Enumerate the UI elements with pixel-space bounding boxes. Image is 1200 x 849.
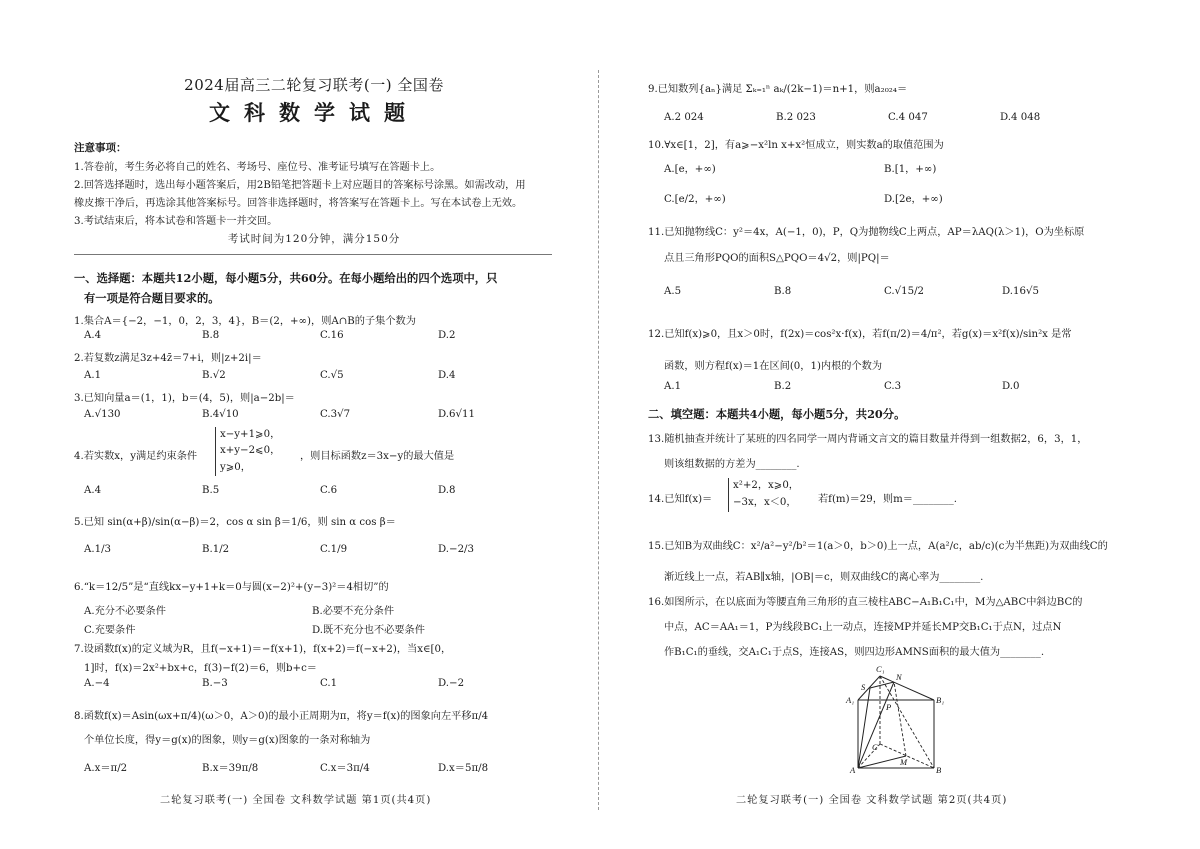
options-7 (84, 678, 464, 689)
option: C.16 (320, 330, 344, 341)
exam-time: 考试时间为120分钟，满分150分 (227, 233, 401, 245)
label-b1: B₁ (936, 695, 945, 705)
option: B.必要不充分条件 (312, 606, 395, 617)
option: C.4 047 (888, 112, 928, 123)
option: D.−2 (438, 678, 465, 689)
question-11: 11.已知抛物线C：y²＝4x，A(−1，0)，P，Q为抛物线C上两点，AP＝λAQ(λ＞1)，O为坐标原 (648, 227, 1085, 238)
option: B.x＝39π/8 (202, 763, 259, 774)
option: D.2 (438, 330, 456, 341)
question-9: 9.已知数列{aₙ}满足 Σₖ₌₁ⁿ aₖ/(2k−1)＝n+1，则a₂₀₂₄＝ (648, 84, 908, 95)
option: B.2 023 (776, 112, 816, 123)
question-14-cont: 若f(m)＝29，则m＝________. (818, 494, 957, 505)
exam-title: 2024届高三二轮复习联考(一) 全国卷 (184, 76, 444, 94)
question-13: 13.随机抽查并统计了某班的四名同学一周内背诵文言文的篇目数量并得到一组数据2，6，3，1， (648, 434, 1088, 445)
question-4: 4.若实数x，y满足约束条件 (74, 451, 198, 462)
segment-mn (894, 682, 906, 756)
option: B.8 (202, 330, 220, 341)
label-c: C (872, 742, 878, 752)
question-16-cont: 中点，AC＝AA₁＝1，P为线段BC₁上一动点，连接MP并延长MP交B₁C₁于点N，过点N (664, 622, 1062, 633)
notice-item: 1.答卷前，考生务必将自己的姓名、考场号、座位号、准考证号填写在答题卡上。 (74, 162, 441, 173)
option: D.4 048 (1000, 112, 1041, 123)
option: A.x＝π/2 (84, 763, 128, 774)
options-5 (84, 544, 474, 555)
question-11-cont: 点且三角形PQO的面积S△PQO＝4√2，则|PQ|＝ (664, 253, 890, 264)
notice-item: 2.回答选择题时，选出每小题答案后，用2B铅笔把答题卡上对应题目的答案标号涂黑。如需改动，用 (74, 180, 526, 191)
options-3 (84, 409, 475, 420)
section-heading: 一、选择题：本题共12小题，每小题5分，共60分。在每小题给出的四个选项中，只 (74, 271, 498, 285)
option: D.8 (438, 485, 456, 496)
segment-an (858, 682, 894, 768)
option: C.充要条件 (84, 625, 136, 636)
option: D.6√11 (438, 409, 475, 420)
question-2: 2.若复数z满足3z+4z̄＝7+i，则|z+2i|＝ (74, 353, 262, 364)
options-6 (84, 602, 394, 617)
option: D.16√5 (1002, 286, 1039, 297)
piecewise-system: x²+2，x⩾0， −3x，x＜0， (728, 478, 799, 512)
header-rule (74, 254, 552, 255)
prism-figure (842, 660, 952, 775)
question-12-cont: 函数，则方程f(x)＝1在区间(0，1)内根的个数为 (664, 361, 883, 372)
option: A.2 024 (664, 112, 704, 123)
option: D.−2/3 (438, 544, 474, 555)
options-10-row2 (664, 190, 943, 205)
question-16: 16.如图所示，在以底面为等腰直角三角形的直三棱柱ABC−A₁B₁C₁中，M为△ABC中斜边BC的 (648, 597, 1083, 608)
option: C.1/9 (320, 544, 348, 555)
options-12 (664, 381, 1020, 392)
option: D.既不充分也不必要条件 (312, 625, 425, 636)
option: A.4 (84, 330, 102, 341)
label-a1: A₁ (846, 695, 855, 705)
option: A.1 (664, 381, 682, 392)
option: D.0 (1002, 381, 1020, 392)
page-footer-right: 二轮复习联考(一) 全国卷 文科数学试题 第2页(共4页) (736, 795, 1008, 806)
option: B.[1，+∞) (884, 164, 937, 175)
options-2 (84, 370, 456, 381)
option: A.充分不必要条件 (84, 606, 166, 617)
option: D.4 (438, 370, 456, 381)
option: A.4 (84, 485, 102, 496)
label-m: M (900, 757, 908, 767)
question-14: 14.已知f(x)＝ (648, 494, 713, 505)
option: B.1/2 (202, 544, 230, 555)
option: C.3 (884, 381, 902, 392)
question-1: 1.集合A＝{−2，−1，0，2，3，4}，B＝(2，+∞)，则A∩B的子集个数为 (74, 316, 416, 327)
exam-subject-title: 文科数学试题 (209, 100, 419, 125)
label-s: S (861, 682, 866, 692)
page-footer-left: 二轮复习联考(一) 全国卷 文科数学试题 第1页(共4页) (160, 795, 432, 806)
question-15-cont: 渐近线上一点，若AB∥x轴，|OB|＝c，则双曲线C的离心率为________. (664, 572, 984, 583)
label-p: P (886, 702, 892, 712)
option: C.√15/2 (884, 286, 925, 297)
segment-am (858, 756, 906, 768)
question-15: 15.已知B为双曲线C：x²/a²−y²/b²＝1(a＞0，b＞0)上一点，A(a²/c，ab/c)(c为半焦距)为双曲线C的 (648, 541, 1108, 552)
options-1 (84, 330, 456, 341)
option: C.√5 (320, 370, 344, 381)
question-12: 12.已知f(x)⩾0，且x＞0时，f(2x)＝cos²x·f(x)，若f(π/2)＝4/π²，若g(x)＝x²f(x)/sin²x 是常 (648, 329, 1072, 340)
question-8: 8.函数f(x)＝Asin(ωx+π/4)(ω＞0，A＞0)的最小正周期为π，将y＝f(x)的图象向左平移π/4 (74, 711, 489, 722)
options-4 (84, 485, 456, 496)
question-16-cont2: 作B₁C₁的垂线，交A₁C₁于点S，连接AS，则四边形AMNS面积的最大值为________. (664, 647, 1045, 658)
option: C.[e/2，+∞) (664, 194, 726, 205)
option: A.1 (84, 370, 102, 381)
option: B.2 (774, 381, 792, 392)
notice-item: 3.考试结束后，将本试卷和答题卡一并交回。 (74, 216, 278, 227)
option: B.−3 (202, 678, 228, 689)
question-10: 10.∀x∈[1，2]，有a⩾−x²ln x+x²恒成立，则实数a的取值范围为 (648, 140, 944, 151)
option: C.3√7 (320, 409, 351, 420)
option: B.8 (774, 286, 792, 297)
option: C.6 (320, 485, 338, 496)
label-b: B (936, 765, 942, 775)
option: B.√2 (202, 370, 226, 381)
label-a: A (850, 765, 856, 775)
option: A.√130 (84, 409, 121, 420)
question-4-cont: ，则目标函数z＝3x−y的最大值是 (300, 451, 455, 462)
option: A.1/3 (84, 544, 111, 555)
question-8-cont: 个单位长度，得y＝g(x)的图象，则y＝g(x)图象的一条对称轴为 (84, 735, 371, 746)
label-c1: C₁ (876, 664, 885, 674)
option: A.5 (664, 286, 682, 297)
question-3: 3.已知向量a＝(1，1)，b＝(4，5)，则|a−2b|＝ (74, 393, 295, 404)
page-divider (598, 70, 599, 810)
options-6-row2 (84, 621, 425, 636)
option: B.4√10 (202, 409, 239, 420)
option: B.5 (202, 485, 220, 496)
options-9 (664, 112, 1040, 123)
option: D.x＝5π/8 (438, 763, 489, 774)
option: C.x＝3π/4 (320, 763, 370, 774)
options-11 (664, 286, 1039, 297)
option: D.[2e，+∞) (884, 194, 943, 205)
option: A.−4 (84, 678, 110, 689)
option: A.[e，+∞) (664, 164, 716, 175)
label-n: N (896, 672, 902, 682)
notice-heading: 注意事项： (74, 142, 127, 154)
question-13-cont: 则该组数据的方差为________. (664, 459, 800, 470)
options-10 (664, 160, 936, 175)
options-8 (84, 759, 488, 774)
segment-bc1 (880, 676, 934, 768)
notice-item: 橡皮擦干净后，再选涂其他答案标号。回答非选择题时，将答案写在答题卡上。写在本试卷上无效。 (74, 198, 523, 209)
question-5: 5.已知 sin(α+β)/sin(α−β)＝2，cos α sin β＝1/6，则 sin α cos β＝ (74, 517, 396, 528)
constraint-system: x−y+1⩾0， x+y−2⩽0， y⩾0， (215, 427, 280, 476)
option: C.1 (320, 678, 338, 689)
section-2-heading: 二、填空题：本题共4小题，每小题5分，共20分。 (648, 407, 906, 421)
section-heading-cont: 有一项是符合题目要求的。 (84, 291, 220, 305)
question-7-cont: 1]时，f(x)＝2x²+bx+c，f(3)−f(2)＝6，则b+c＝ (84, 663, 317, 674)
question-7: 7.设函数f(x)的定义域为R，且f(−x+1)＝−f(x+1)，f(x+2)＝f(−x+2)，当x∈[0， (74, 644, 452, 655)
question-6: 6.“k＝12/5”是“直线kx−y+1+k＝0与圆(x−2)²+(y−3)²＝4相切”的 (74, 582, 389, 593)
